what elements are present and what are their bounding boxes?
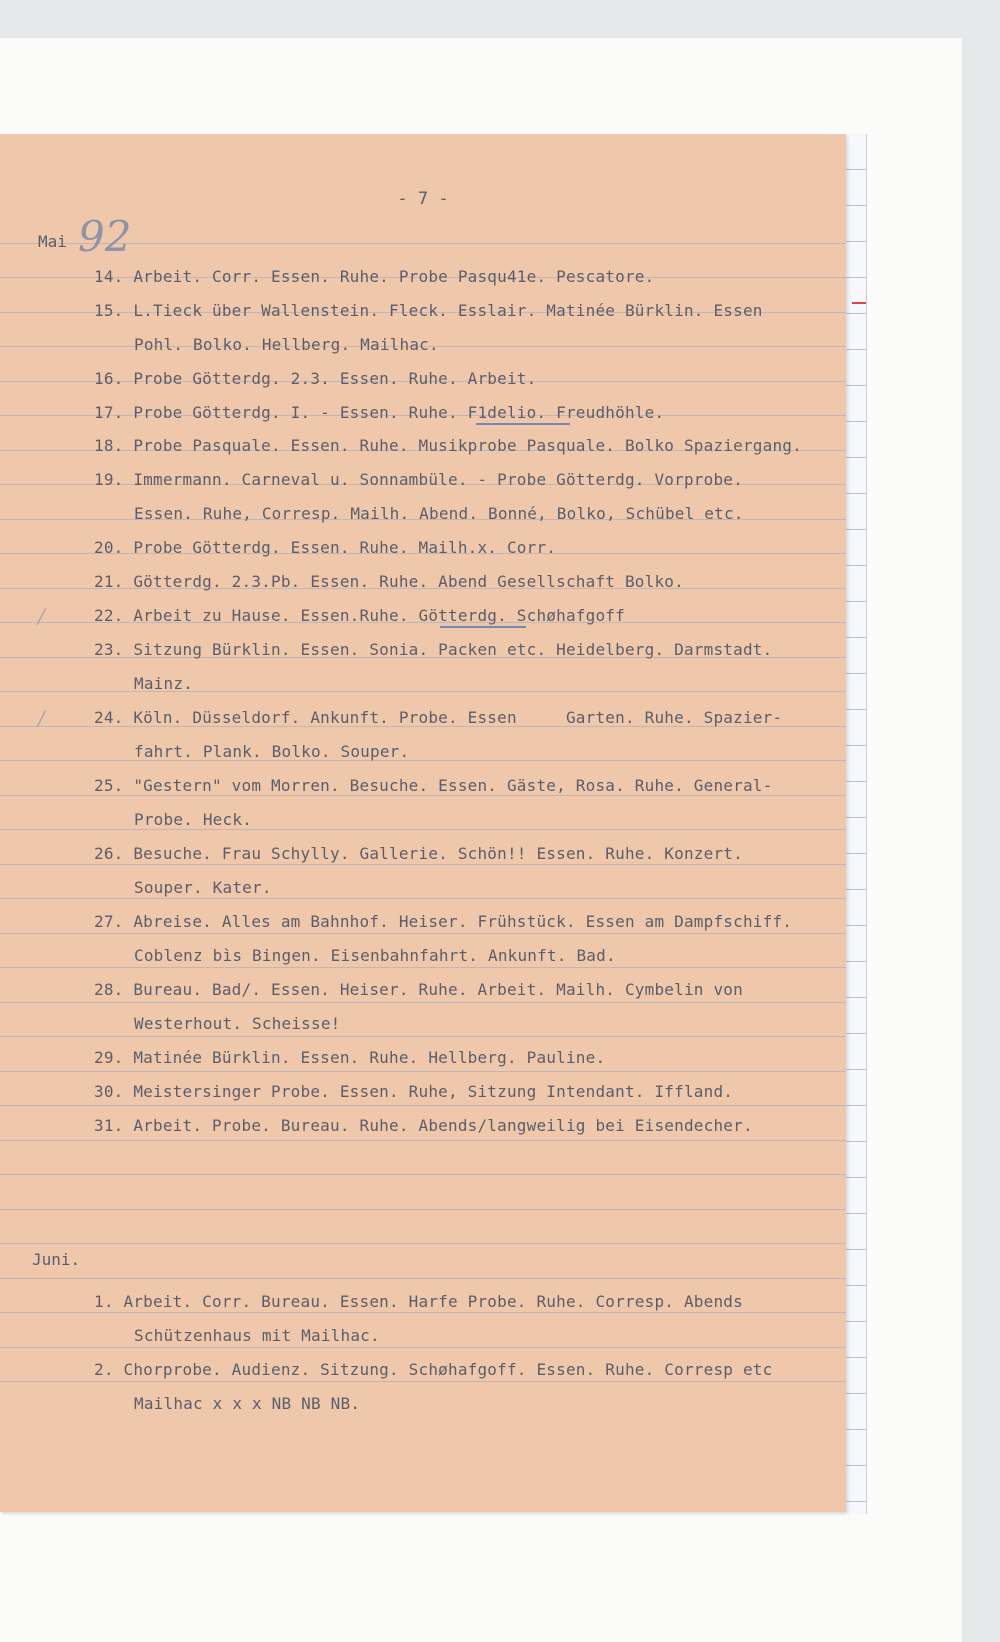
diary-line: 28. Bureau. Bad/. Essen. Heiser. Ruhe. Arbeit. Mailh. Cymbelin von xyxy=(94,980,743,999)
handwritten-year: 92 xyxy=(78,212,132,261)
gotterdg-underline xyxy=(440,626,526,628)
diary-line: 22. Arbeit zu Hause. Essen.Ruhe. Götterdg. Schøhafgoff xyxy=(94,606,625,625)
diary-line: Westerhout. Scheisse! xyxy=(134,1014,341,1033)
diary-line: 15. L.Tieck über Wallenstein. Fleck. Esslair. Matinée Bürklin. Essen xyxy=(94,301,763,320)
diary-line: 19. Immermann. Carneval u. Sonnambüle. - Probe Götterdg. Vorprobe. xyxy=(94,470,743,489)
diary-line: Probe. Heck. xyxy=(134,810,252,829)
month-heading-mai: Mai xyxy=(38,232,67,251)
page-number: - 7 - xyxy=(397,189,449,209)
diary-line: Souper. Kater. xyxy=(134,878,272,897)
margin-tick-24: / xyxy=(38,706,45,730)
diary-line: 18. Probe Pasquale. Essen. Ruhe. Musikprobe Pasquale. Bolko Spaziergang. xyxy=(94,436,802,455)
diary-line: Pohl. Bolko. Hellberg. Mailhac. xyxy=(134,335,439,354)
diary-line: 1. Arbeit. Corr. Bureau. Essen. Harfe Probe. Ruhe. Corresp. Abends xyxy=(94,1292,743,1311)
diary-line: Mainz. xyxy=(134,674,193,693)
month-heading-juni: Juni. xyxy=(32,1250,81,1269)
diary-line: 23. Sitzung Bürklin. Essen. Sonia. Packen etc. Heidelberg. Darmstadt. xyxy=(94,640,773,659)
diary-line: 29. Matinée Bürklin. Essen. Ruhe. Hellberg. Pauline. xyxy=(94,1048,606,1067)
diary-line: 27. Abreise. Alles am Bahnhof. Heiser. Frühstück. Essen am Dampfschiff. xyxy=(94,912,793,931)
margin-tick-22: / xyxy=(38,604,45,628)
diary-line: 17. Probe Götterdg. I. - Essen. Ruhe. F1delio. Freudhöhle. xyxy=(94,403,665,422)
diary-line: fahrt. Plank. Bolko. Souper. xyxy=(134,742,410,761)
diary-line: 25. "Gestern" vom Morren. Besuche. Essen. Gäste, Rosa. Ruhe. General- xyxy=(94,776,773,795)
fidelio-underline xyxy=(476,423,570,425)
margin-red-mark xyxy=(852,302,866,304)
typewritten-page xyxy=(0,134,846,1512)
diary-line: Coblenz bìs Bingen. Eisenbahnfahrt. Ankunft. Bad. xyxy=(134,946,616,965)
diary-line: Mailhac x x x NB NB NB. xyxy=(134,1394,361,1413)
diary-line: 2. Chorprobe. Audienz. Sitzung. Schøhafgoff. Essen. Ruhe. Corresp etc xyxy=(94,1360,773,1379)
diary-line: 24. Köln. Düsseldorf. Ankunft. Probe. Essen Garten. Ruhe. Spazier- xyxy=(94,708,783,727)
diary-line: 31. Arbeit. Probe. Bureau. Ruhe. Abends/langweilig bei Eisendecher. xyxy=(94,1116,753,1135)
diary-line: Schützenhaus mit Mailhac. xyxy=(134,1326,380,1345)
diary-line: 26. Besuche. Frau Schylly. Gallerie. Schön!! Essen. Ruhe. Konzert. xyxy=(94,844,743,863)
diary-line: 20. Probe Götterdg. Essen. Ruhe. Mailh.x. Corr. xyxy=(94,538,557,557)
diary-line: 14. Arbeit. Corr. Essen. Ruhe. Probe Pasqu41e. Pescatore. xyxy=(94,267,655,286)
diary-line: Essen. Ruhe, Corresp. Mailh. Abend. Bonné, Bolko, Schübel etc. xyxy=(134,504,744,523)
diary-line: 21. Götterdg. 2.3.Pb. Essen. Ruhe. Abend Gesellschaft Bolko. xyxy=(94,572,684,591)
diary-line: 16. Probe Götterdg. 2.3. Essen. Ruhe. Arbeit. xyxy=(94,369,537,388)
diary-line: 30. Meistersinger Probe. Essen. Ruhe, Sitzung Intendant. Iffland. xyxy=(94,1082,734,1101)
